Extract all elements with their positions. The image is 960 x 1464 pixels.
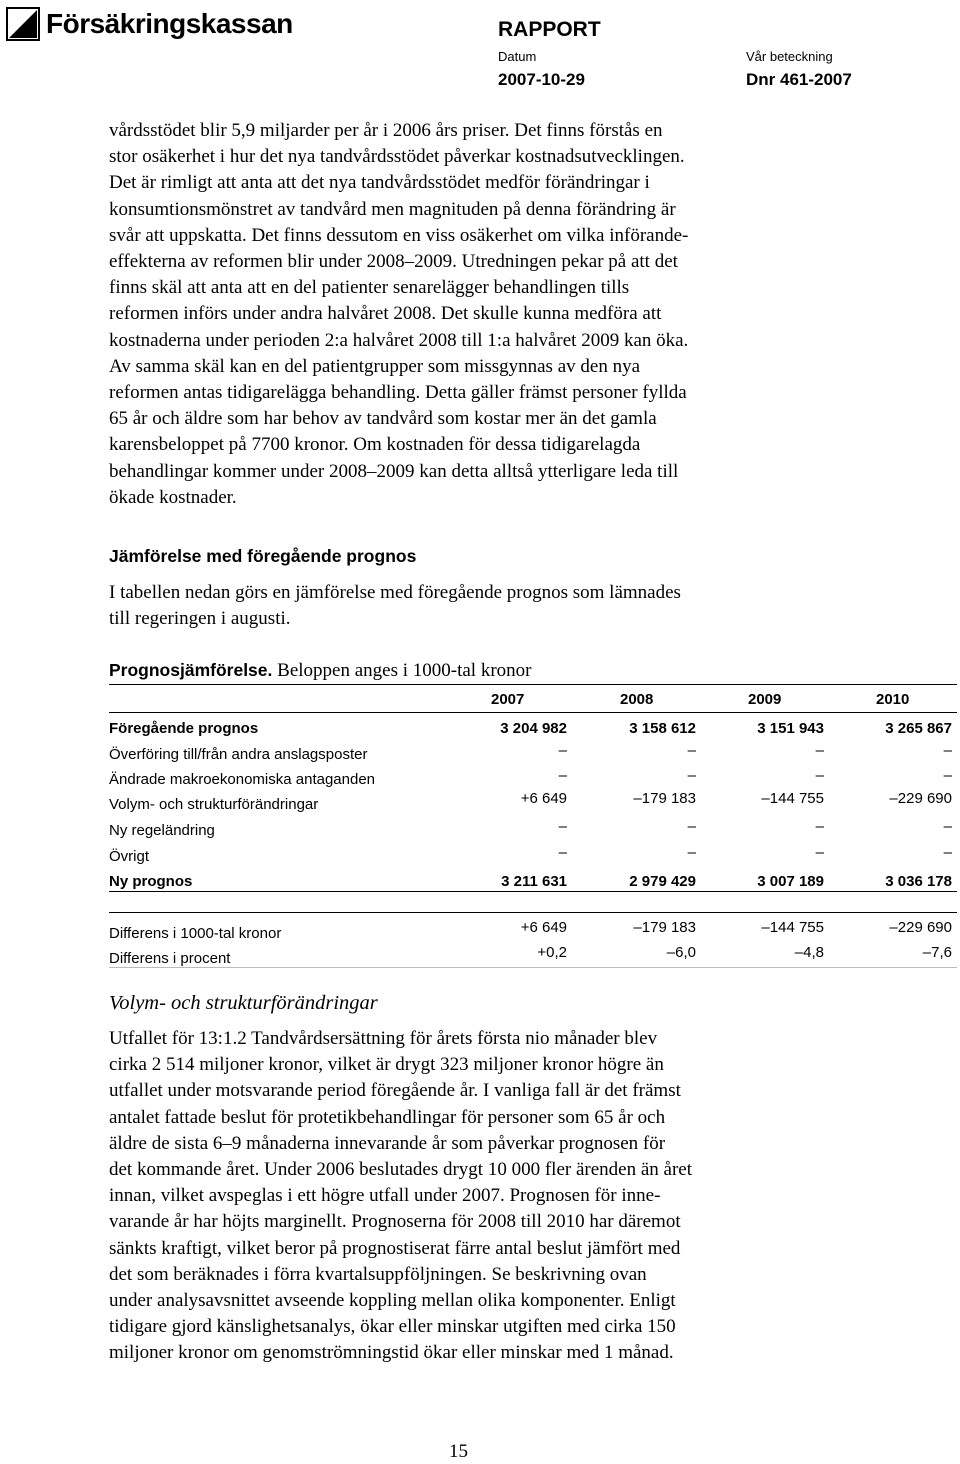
cell-2010: 3 265 867 <box>885 720 952 737</box>
table-top-rule <box>109 684 957 685</box>
text-line: det kommande året. Under 2006 beslutades drygt 10 000 fler ärenden än året <box>109 1159 692 1181</box>
cell-2010: – <box>943 742 952 759</box>
row-label: Ny prognos <box>109 873 193 890</box>
cell-2010: 3 036 178 <box>885 873 952 890</box>
cell-2007: +6 649 <box>520 790 567 807</box>
table-caption <box>109 660 531 682</box>
cell-2007: 3 204 982 <box>500 720 567 737</box>
cell-2007: 3 211 631 <box>501 873 567 890</box>
text-line: under analysavsnittet avseende koppling mellan olika komponenter. Enligt <box>109 1290 676 1312</box>
reference-value: Dnr 461-2007 <box>746 70 852 89</box>
row-label: Föregående prognos <box>109 720 259 737</box>
table-caption-title: Prognosjämförelse. <box>109 660 273 680</box>
row-label: Ändrade makroekonomiska antaganden <box>109 771 376 788</box>
text-line: reformen införs under andra halvåret 2008. Det skulle kunna medföra att <box>109 303 662 325</box>
row-label: Ny regeländring <box>109 822 215 839</box>
year-header: 2007 <box>491 691 525 708</box>
text-line: cirka 2 514 miljoner kronor, vilket är drygt 323 miljoner kronor högre än <box>109 1054 664 1076</box>
cell-2010: –229 690 <box>889 919 952 936</box>
cell-2009: – <box>815 742 824 759</box>
cell-2007: +6 649 <box>520 919 567 936</box>
table-row <box>109 790 957 813</box>
text-line: Av samma skäl kan en del patientgrupper som missgynnas av den nya <box>109 355 640 377</box>
row-label: Överföring till/från andra anslagsposter <box>109 746 368 763</box>
table-bottom-rule <box>109 967 957 968</box>
table-row <box>109 919 957 942</box>
cell-2009: 3 007 189 <box>757 873 824 890</box>
text-line: stor osäkerhet i hur det nya tandvårdsstödet påverkar kostnadsutvecklingen. <box>109 146 685 168</box>
cell-2010: – <box>943 818 952 835</box>
doc-type: RAPPORT <box>498 18 601 41</box>
cell-2008: – <box>687 818 696 835</box>
reference-label: Vår beteckning <box>746 49 833 64</box>
text-line: sänkts kraftigt, vilket beror på prognostiserat färre antal beslut jämfört med <box>109 1237 681 1259</box>
text-line: Det är rimligt att anta att det nya tandvårdsstödet medför förändringar i <box>109 172 650 194</box>
cell-2007: – <box>558 844 567 861</box>
text-line: finns skäl att anta att en del patienter senarelägger behandlingen tills <box>109 277 630 299</box>
table-row <box>109 717 957 737</box>
text-line: utfallet under motsvarande period föregående år. I vanliga fall är det främst <box>109 1080 681 1102</box>
text-line: kostnaderna under perioden 2:a halvåret 2008 till 1:a halvåret 2009 kan öka. <box>109 329 689 351</box>
cell-2007: – <box>558 818 567 835</box>
text-line: svår att uppskatta. Det finns dessutom en viss osäkerhet om vilka införande- <box>109 224 689 246</box>
cell-2007: +0,2 <box>537 944 567 961</box>
text-line: tidigare gjord känslighetsanalys, ökar eller minskar utgiften med cirka 150 <box>109 1316 676 1338</box>
cell-2007: – <box>558 742 567 759</box>
text-line: äldre de sista 6–9 månaderna innevarande år som påverkar prognosen för <box>109 1132 666 1154</box>
text-line: miljoner kronor om genomströmningstid ökar eller minskar med 1 månad. <box>109 1342 674 1364</box>
table-total-rule <box>109 891 957 892</box>
cell-2008: 3 158 612 <box>629 720 696 737</box>
section-heading: Jämförelse med föregående prognos <box>109 546 417 566</box>
cell-2008: – <box>687 844 696 861</box>
cell-2009: – <box>815 844 824 861</box>
table-diff-rule <box>109 912 957 913</box>
table-header-rule <box>109 712 957 713</box>
paragraph-intro <box>109 118 829 511</box>
text-line: vårdsstödet blir 5,9 miljarder per år i 2006 års priser. Det finns förstås en <box>109 120 663 141</box>
table-row <box>109 743 957 763</box>
cell-2010: –7,6 <box>922 944 952 961</box>
text-line: det som beräknades i förra kvartalsuppföljningen. Se beskrivning ovan <box>109 1263 647 1285</box>
text-line: karensbeloppet på 7700 kronor. Om kostnaden för dessa tidigarelagda <box>109 434 641 456</box>
text-line: 65 år och äldre som har behov av tandvård som kostar mer än det gamla <box>109 408 657 430</box>
date-label: Datum <box>498 49 537 64</box>
year-header: 2009 <box>748 691 782 708</box>
text-line: effekterna av reformen blir under 2008–2009. Utredningen pekar på att det <box>109 251 678 273</box>
cell-2008: –179 183 <box>633 790 696 807</box>
cell-2009: –144 755 <box>761 790 824 807</box>
row-label: Volym- och strukturförändringar <box>109 796 319 813</box>
table-row <box>109 819 957 839</box>
text-line: behandlingar kommer under 2008–2009 kan detta alltså ytterligare leda till <box>109 460 679 482</box>
org-name: Försäkringskassan <box>46 8 293 39</box>
table-caption-note: Beloppen anges i 1000-tal kronor <box>272 660 532 681</box>
cell-2008: –179 183 <box>633 919 696 936</box>
page-number: 15 <box>449 1441 468 1462</box>
row-label: Differens i 1000-tal kronor <box>109 925 282 942</box>
text-line: ökade kostnader. <box>109 486 237 508</box>
text-line: konsumtionsmönstret av tandvård men magnituden på denna förändring är <box>109 198 676 220</box>
paragraph-table-intro <box>109 580 829 632</box>
text-line: reformen antas tidigarelägga behandling. Detta gäller främst personer fyllda <box>109 382 687 404</box>
date-value: 2007-10-29 <box>498 70 585 89</box>
text-line: innan, vilket avspeglas i ett högre utfall under 2007. Prognosen för inne- <box>109 1185 661 1207</box>
cell-2007: – <box>558 767 567 784</box>
text-line: I tabellen nedan görs en jämförelse med föregående prognos som lämnades <box>109 582 681 603</box>
text-line: antalet fattade beslut för protetikbehandlingar för personer som 65 år och <box>109 1106 666 1128</box>
cell-2009: 3 151 943 <box>757 720 824 737</box>
cell-2009: –4,8 <box>794 944 824 961</box>
table-row <box>109 870 957 890</box>
paragraph-volume <box>109 1026 829 1367</box>
cell-2009: – <box>815 767 824 784</box>
table-row <box>109 845 957 865</box>
cell-2009: – <box>815 818 824 835</box>
row-label: Övrigt <box>109 848 150 865</box>
cell-2010: –229 690 <box>889 790 952 807</box>
cell-2009: –144 755 <box>761 919 824 936</box>
cell-2010: – <box>943 844 952 861</box>
cell-2008: – <box>687 767 696 784</box>
logo-emblem-icon <box>6 7 40 41</box>
year-header: 2010 <box>876 691 910 708</box>
cell-2008: – <box>687 742 696 759</box>
text-line: till regeringen i augusti. <box>109 608 291 630</box>
row-label: Differens i procent <box>109 950 231 967</box>
text-line: varande år har höjts marginellt. Prognoserna för 2008 till 2010 har däremot <box>109 1211 681 1233</box>
table-row <box>109 768 957 788</box>
year-header: 2008 <box>620 691 654 708</box>
org-logo <box>6 4 293 44</box>
table-row <box>109 944 957 967</box>
cell-2010: – <box>943 767 952 784</box>
cell-2008: –6,0 <box>666 944 696 961</box>
text-line: Utfallet för 13:1.2 Tandvårdsersättning för årets första nio månader blev <box>109 1028 658 1049</box>
subsection-heading: Volym- och strukturförändringar <box>109 992 378 1014</box>
cell-2008: 2 979 429 <box>629 873 696 890</box>
